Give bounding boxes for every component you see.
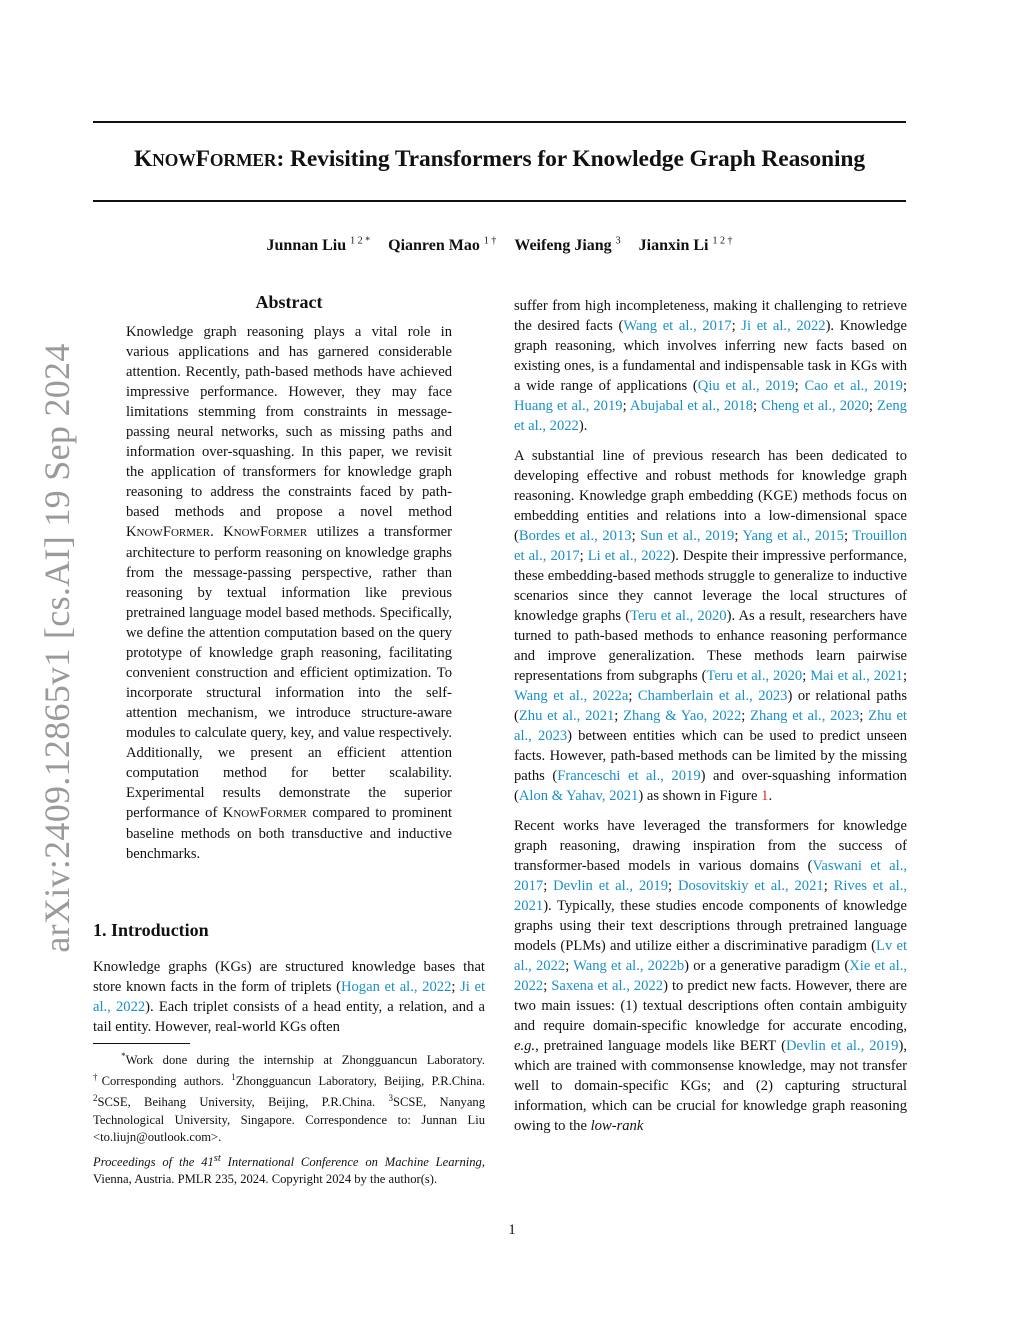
footnotes: *Work done during the internship at Zhongguancun Laboratory. †Corresponding authors. $^1$Zhongguancun Laboratory, Beijing, P.R.China. $^2$SCSE, Beihang University, Beijing, P.R.China. $^3$SCSE, Nanyang Technological University, Singapore. Correspondence to: Junnan Liu <to.liujn@outlook.com>. <box>93 1051 486 1144</box>
body-text: ) or a generative paradigm ( <box>684 958 850 974</box>
paper-title: KNOWFORMER: Revisiting Transformers for Knowledge Graph Reasoning <box>133 146 865 172</box>
body-text: ; <box>753 398 762 414</box>
paragraph <box>514 816 907 1136</box>
citation-link[interactable]: Wang et al., 2017 <box>623 318 732 334</box>
body-text: ; <box>734 528 743 544</box>
citation-link[interactable]: Cao et al., 2019 <box>804 378 903 394</box>
citation-link[interactable]: Yang et al., 2015 <box>742 528 844 544</box>
body-text: ; <box>859 708 869 724</box>
citation-link[interactable]: Alon & Yahav, 2021 <box>518 788 639 804</box>
page-number: 1 <box>508 1222 516 1238</box>
body-text: ; <box>802 668 811 684</box>
author: Weifeng Jiang $^3$ <box>514 236 621 255</box>
body-text: ; <box>902 378 907 394</box>
body-text: ), which are trained with commonsense knowledge, may not transfer well to domain-specific KGs; and (2) capturing structural information, which can be crucial for knowledge graph reasoning owing to the <box>514 1038 907 1134</box>
introduction-paragraph: Knowledge graphs (KGs) are structured knowledge bases that store known facts in the form of triplets (Hogan et al., 2022; Ji et al., 2022). Each triplet consists of a head entity, a relation, and a tail entity. However, real-world KGs often <box>93 959 486 1035</box>
citation-link[interactable]: Dosovitskiy et al., 2021 <box>677 878 824 894</box>
citation-link[interactable]: Huang et al., 2019 <box>514 398 623 414</box>
citation-link[interactable]: Mai et al., 2021 <box>810 668 903 684</box>
body-text: ; <box>794 378 805 394</box>
proceedings-note: Proceedings of the 41st International Conference on Machine Learning, Vienna, Austria. PMLR 235, 2024. Copyright 2024 by the author(s). <box>93 1153 486 1187</box>
body-text: Recent works have leveraged the transformers for knowledge graph reasoning, drawing inspiration from the success of transformer-based models in various domains ( <box>514 818 907 874</box>
citation-link[interactable]: Zhang & Yao, 2022 <box>623 708 742 724</box>
citation-link[interactable]: Abujabal et al., 2018 <box>629 398 754 414</box>
citation-link[interactable]: Lv et al., 2022 <box>514 938 907 974</box>
citation-link[interactable]: Rives et al., 2021 <box>514 878 908 914</box>
figure-reference-link[interactable]: 1 <box>761 788 769 804</box>
body-text: ; <box>843 528 853 544</box>
body-text: , pretrained language models like BERT ( <box>535 1038 787 1054</box>
citation-link[interactable]: Zhu et al., 2021 <box>518 708 615 724</box>
citation-link[interactable]: Zeng et al., 2022 <box>514 398 907 434</box>
body-text: ) or relational paths ( <box>514 688 908 724</box>
body-text: ; <box>579 548 588 564</box>
body-text: ; <box>543 978 552 994</box>
citation-link[interactable]: Trouillon et al., 2017 <box>514 528 907 564</box>
citation-link[interactable]: Devlin et al., 2019 <box>553 878 669 894</box>
emphasis-text: low-rank <box>590 1118 644 1134</box>
body-text: ). <box>578 418 588 434</box>
citation-link[interactable]: Chamberlain et al., 2023 <box>637 688 788 704</box>
top-rule <box>93 121 906 123</box>
citation-link[interactable]: Sun et al., 2019 <box>640 528 735 544</box>
body-text: ; <box>823 878 834 894</box>
body-text: ). As a result, researchers have turned to path-based methods to enhance reasoning performance and improve generalization. These methods learn pairwise representations from subgraphs ( <box>514 608 907 684</box>
citation-link[interactable]: Zhang et al., 2023 <box>750 708 860 724</box>
body-text: ; <box>631 528 641 544</box>
body-text: ; <box>902 668 907 684</box>
paragraph <box>514 296 907 436</box>
citation-link[interactable]: Teru et al., 2020 <box>706 668 803 684</box>
body-text: . <box>768 788 773 804</box>
body-text: ) and over-squashing information ( <box>514 768 907 804</box>
arxiv-identifier: arXiv:2409.12865v1 [cs.AI] 19 Sep 2024 <box>37 343 77 953</box>
body-text: ; <box>668 878 678 894</box>
citation-link[interactable]: Li et al., 2022 <box>587 548 671 564</box>
right-column <box>514 296 907 1146</box>
citation-link[interactable]: Hogan et al., 2022 <box>340 979 452 995</box>
body-text: ) to predict new facts. However, there are two main issues: (1) textual descriptions often contain ambiguity and require domain-specific knowledge for accurate encoding, <box>514 978 908 1034</box>
citation-link[interactable]: Xie et al., 2022 <box>514 958 907 994</box>
body-text: ; <box>543 878 554 894</box>
body-text: ) between entities which can be used to predict unseen facts. However, path-based methods can be limited by the missing paths ( <box>514 728 907 784</box>
body-text: suffer from high incompleteness, making it challenging to retrieve the desired facts ( <box>514 298 907 334</box>
citation-link[interactable]: Devlin et al., 2019 <box>786 1038 899 1054</box>
author: Jianxin Li $^{1 2 \dagger}$ <box>638 236 733 255</box>
author: Qianren Mao $^{1 \dagger}$ <box>388 236 497 255</box>
citation-link[interactable]: Franceschi et al., 2019 <box>557 768 701 784</box>
citation-link[interactable]: Bordes et al., 2013 <box>518 528 632 544</box>
title-bottom-rule <box>93 200 906 202</box>
body-text: ). Despite their impressive performance, these embedding-based methods struggle to generalize to inductive scenarios since they cannot leverage the local structures of knowledge graphs ( <box>514 548 907 624</box>
citation-link[interactable]: Wang et al., 2022b <box>573 958 685 974</box>
paragraph <box>514 446 907 806</box>
body-text: ; <box>628 688 638 704</box>
citation-link[interactable]: Qiu et al., 2019 <box>697 378 795 394</box>
section-heading-introduction: 1. Introduction <box>93 920 209 940</box>
body-text: ; <box>868 398 877 414</box>
body-text: ; <box>565 958 574 974</box>
body-text: ) as shown in Figure <box>638 788 762 804</box>
citation-link[interactable]: Vaswani et al., 2017 <box>514 858 907 894</box>
citation-link[interactable]: Ji et al., 2022 <box>93 979 486 1015</box>
citation-link[interactable]: Ji et al., 2022 <box>741 318 826 334</box>
body-text: ; <box>614 708 624 724</box>
citation-link[interactable]: Teru et al., 2020 <box>630 608 727 624</box>
body-text: ; <box>731 318 742 334</box>
citation-link[interactable]: Saxena et al., 2022 <box>551 978 664 994</box>
footnote-rule <box>93 1043 190 1044</box>
abstract-body: Knowledge graph reasoning plays a vital role in various applications and has garnered considerable attention. Recently, path-based methods have achieved impressive performance. However, they may face limitations stemming from constraints in message-passing neural networks, such as missing paths and information over-squashing. In this paper, we revisit the application of transformers for knowledge graph reasoning to address the constraints faced by path-based methods and propose a novel method KNOWFORMER. KNOWFORMER utilizes a transformer architecture to perform reasoning on knowledge graphs from the message-passing perspective, rather than reasoning by textual information like previous pretrained language model based methods. Specifically, we define the attention computation based on the query prototype of knowledge graph reasoning, facilitating convenient construction and efficient optimization. To incorporate structural information into the self-attention mechanism, we introduce structure-aware modules to calculate query, key, and value respectively. Additionally, we present an efficient attention computation method for better scalability. Experimental results demonstrate the superior performance of KNOWFORMER compared to prominent baseline methods on both transductive and inductive benchmarks. <box>126 324 453 862</box>
author: Junnan Liu $^{1 2 *}$ <box>266 236 371 255</box>
author-list <box>93 236 906 255</box>
body-text: A substantial line of previous research has been dedicated to developing effective and robust methods for knowledge graph reasoning. Knowledge graph embedding (KGE) methods focus on embedding entities and relations into a low-dimensional space ( <box>514 448 907 544</box>
emphasis-text: e.g. <box>514 1038 536 1054</box>
citation-link[interactable]: Cheng et al., 2020 <box>761 398 869 414</box>
body-text: ). Knowledge graph reasoning, which involves inferring new facts based on existing ones, is a fundamental and indispensable task in KGs with a wide range of applications ( <box>514 318 908 394</box>
body-text: ; <box>622 398 630 414</box>
citation-link[interactable]: Wang et al., 2022a <box>514 688 629 704</box>
citation-link[interactable]: Zhu et al., 2023 <box>514 708 907 744</box>
body-text: ; <box>741 708 751 724</box>
body-text: ). Typically, these studies encode components of knowledge graphs using their text descriptions through pretrained language models (PLMs) and utilize either a discriminative paradigm ( <box>514 898 907 954</box>
abstract-heading: Abstract <box>255 292 323 312</box>
